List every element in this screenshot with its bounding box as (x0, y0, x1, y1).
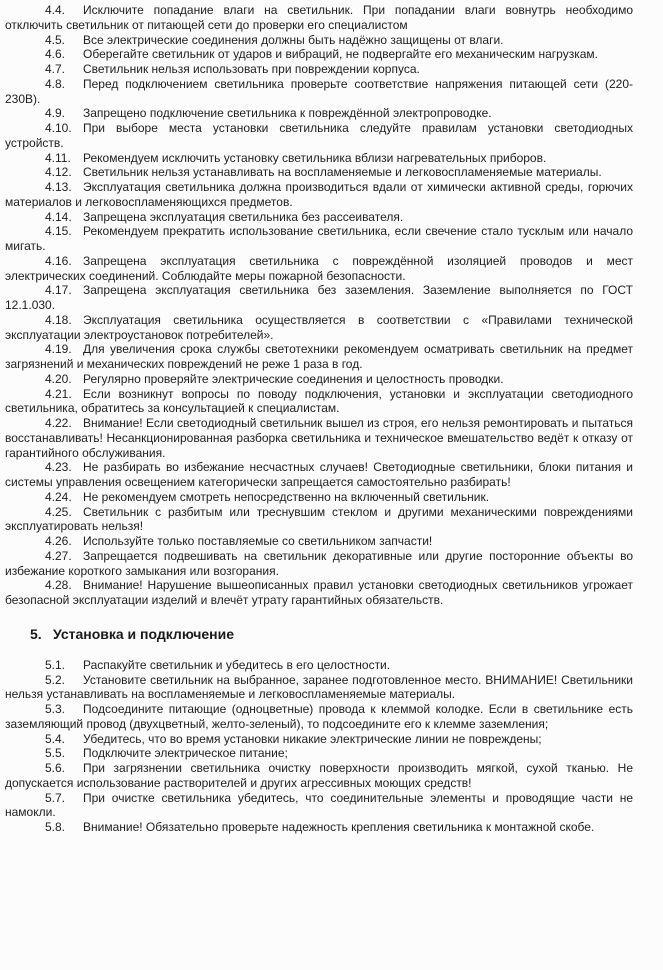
item-number: 4.21. (45, 386, 72, 401)
item-number: 5.7. (45, 790, 66, 805)
item-text: Запрещена эксплуатация светильника без заземления. Заземление выполняется по ГОСТ 12.1.030. (5, 283, 633, 312)
paragraph-4-5 (5, 33, 633, 48)
paragraph-4-10 (5, 121, 633, 151)
paragraph-4-12 (5, 165, 633, 180)
item-text: Запрещена эксплуатация светильника с повреждённой изоляцией проводов и мест электрических соединений. Соблюдайте меры пожарной безопасности. (5, 253, 633, 283)
item-text: Не разбирать во избежание несчастных случаев! Светодиодные светильники, блоки питания и системы управления освещением категорически запрещается самостоятельно разбирать! (5, 460, 633, 489)
item-text: Подключите электрическое питание; (83, 746, 288, 761)
item-number: 4.24. (45, 489, 72, 504)
paragraph-4-15 (5, 224, 633, 254)
item-text: Запрещена эксплуатация светильника без рассеивателя. (83, 209, 404, 224)
section-5-heading-number: 5. (30, 625, 42, 642)
item-number: 4.10. (45, 121, 72, 135)
section-5-heading (5, 625, 633, 643)
paragraph-4-19 (5, 342, 633, 372)
paragraph-5-8 (5, 820, 633, 835)
paragraph-4-24 (5, 490, 633, 505)
item-text: Для увеличения срока службы светотехники рекомендуем осматривать светильник на предмет загрязнений и механических повреждений не реже 1 раза в год. (5, 342, 633, 371)
paragraph-4-17 (5, 283, 633, 313)
paragraph-4-20 (5, 372, 633, 387)
paragraph-5-7 (5, 791, 633, 821)
item-text: Эксплуатация светильника осуществляется в соответствии с «Правилами технической эксплуатации электроустановок потребителей». (5, 312, 633, 342)
paragraph-5-1 (5, 658, 633, 673)
item-text: Внимание! Обязательно проверьте надежность крепления светильника к монтажной скобе. (83, 820, 595, 834)
paragraph-4-18 (5, 313, 633, 343)
paragraph-4-13 (5, 180, 633, 210)
item-number: 4.13. (45, 180, 72, 194)
paragraph-5-6 (5, 761, 633, 791)
paragraph-4-9 (5, 106, 633, 121)
paragraph-5-3 (5, 702, 633, 732)
item-text: Эксплуатация светильника должна производиться вдали от химически активной среды, горючих материалов и легковоспламеняющихся предметов. (5, 180, 633, 209)
item-text: Рекомендуем прекратить использование светильника, если свечение стало тусклым или начало мигать. (5, 224, 633, 253)
item-number: 4.17. (45, 283, 72, 298)
item-text: Подсоедините питающие (одноцветные) провода к клеммой колодке. Если в светильнике есть заземляющий провод (двухцветный, желто-зеленый), то подсоедините его к клемме заземления; (5, 702, 633, 731)
paragraph-4-28 (5, 578, 633, 608)
item-text: Светильник с разбитым или треснувшим стеклом и другими механическими повреждениями эксплуатировать нельзя! (5, 504, 633, 534)
item-number: 5.5. (45, 746, 66, 761)
item-number: 5.8. (45, 820, 66, 834)
item-text: Светильник нельзя устанавливать на воспламеняемые и легковоспламеняемые материалы. (83, 165, 602, 180)
item-text: Распакуйте светильник и убедитесь в его целостности. (83, 657, 391, 672)
paragraph-4-27 (5, 549, 633, 579)
item-number: 5.3. (45, 702, 66, 716)
item-number: 4.8. (45, 76, 66, 91)
item-text: Убедитесь, что во время установки никакие электрические линии не повреждены; (83, 731, 542, 746)
paragraph-4-21 (5, 387, 633, 417)
item-text: Рекомендуем исключить установку светильника вблизи нагревательных приборов. (83, 150, 547, 165)
item-text: Если возникнут вопросы по поводу подключения, установки и эксплуатации светодиодного светильника, обратитесь за консультацией к специалистам. (5, 386, 633, 416)
item-number: 4.11. (45, 150, 71, 165)
item-text: Перед подключением светильника проверьте соответствие напряжения питающей сети (220-230В). (5, 76, 633, 106)
item-text: Внимание! Нарушение вышеописанных правил установки светодиодных светильников угрожает безопасной эксплуатации изделий и влечёт утрату гарантийных обязательств. (5, 578, 633, 607)
paragraph-5-5 (5, 746, 633, 761)
paragraph-4-14 (5, 210, 633, 225)
item-number: 5.4. (45, 731, 66, 746)
paragraph-5-2 (5, 673, 633, 703)
item-text: Все электрические соединения должны быть надёжно защищены от влаги. (83, 32, 504, 47)
section-5-heading-title: Установка и подключение (53, 625, 235, 642)
paragraph-4-25 (5, 505, 633, 535)
item-text: Исключите попадание влаги на светильник. При попадании влаги вовнутрь необходимо отключить светильник от питающей сети до проверки его специалистом (5, 3, 633, 32)
item-text: Запрещается подвешивать на светильник декоративные или другие посторонние объекты во избежание короткого замыкания или возгорания. (5, 548, 633, 578)
item-number: 4.18. (45, 312, 72, 327)
paragraph-4-8 (5, 77, 633, 107)
item-text: При загрязнении светильника очистку поверхности производить мягкой, сухой тканью. Не допускается использование растворителей и других агрессивных моющих средств! (5, 761, 633, 790)
item-number: 4.20. (45, 371, 72, 386)
item-number: 5.2. (45, 672, 66, 687)
item-text: При выборе места установки светильника следуйте правилам установки светодиодных устройств. (5, 121, 633, 150)
item-text: При очистке светильника убедитесь, что соединительные элементы и проводящие части не намокли. (5, 790, 633, 820)
item-number: 4.15. (45, 224, 72, 239)
section-installation-connection (5, 658, 633, 835)
item-number: 4.25. (45, 504, 72, 519)
item-number: 4.22. (45, 416, 72, 430)
item-number: 4.4. (45, 3, 66, 17)
item-text: Светильник нельзя использовать при повреждении корпуса. (83, 62, 420, 76)
paragraph-4-6 (5, 47, 633, 62)
paragraph-4-7 (5, 62, 633, 77)
item-number: 4.28. (45, 578, 72, 593)
item-number: 4.9. (45, 106, 66, 121)
item-text: Внимание! Если светодиодный светильник вышел из строя, его нельзя ремонтировать и пытаться восстанавливать! Несанкционированная разборка светильника и техническое вмешательство ведёт к отказу от гарантийного обслуживания. (5, 416, 633, 460)
item-number: 4.27. (45, 548, 72, 563)
item-number: 4.19. (45, 342, 72, 357)
item-number: 4.14. (45, 209, 72, 224)
item-text: Не рекомендуем смотреть непосредственно на включенный светильник. (83, 489, 490, 504)
paragraph-4-11 (5, 151, 633, 166)
item-number: 4.16. (45, 253, 72, 268)
item-number: 4.23. (45, 460, 72, 475)
item-text: Запрещено подключение светильника к повреждённой электропроводке. (83, 106, 492, 121)
paragraph-4-22 (5, 416, 633, 460)
item-number: 4.12. (45, 165, 72, 180)
item-number: 4.7. (45, 62, 66, 76)
paragraph-4-16 (5, 254, 633, 284)
item-text: Оберегайте светильник от ударов и вибраций, не подвергайте его механическим нагрузкам. (83, 47, 598, 62)
item-number: 4.6. (45, 47, 66, 62)
paragraph-4-4 (5, 3, 633, 33)
item-text: Используйте только поставляемые со светильником запчасти! (83, 534, 433, 548)
paragraph-4-26 (5, 534, 633, 549)
paragraph-4-23 (5, 460, 633, 490)
paragraph-5-4 (5, 732, 633, 747)
item-text: Регулярно проверяйте электрические соединения и целостность проводки. (83, 371, 504, 386)
item-number: 5.6. (45, 761, 66, 775)
item-text: Установите светильник на выбранное, заранее подготовленное место. ВНИМАНИЕ! Светильники нельзя устанавливать на воспламеняемые и легковоспламеняемые материалы. (5, 672, 633, 702)
item-number: 4.26. (45, 534, 72, 548)
section-safety-requirements (5, 3, 633, 608)
item-number: 4.5. (45, 32, 66, 47)
item-number: 5.1. (45, 657, 66, 672)
